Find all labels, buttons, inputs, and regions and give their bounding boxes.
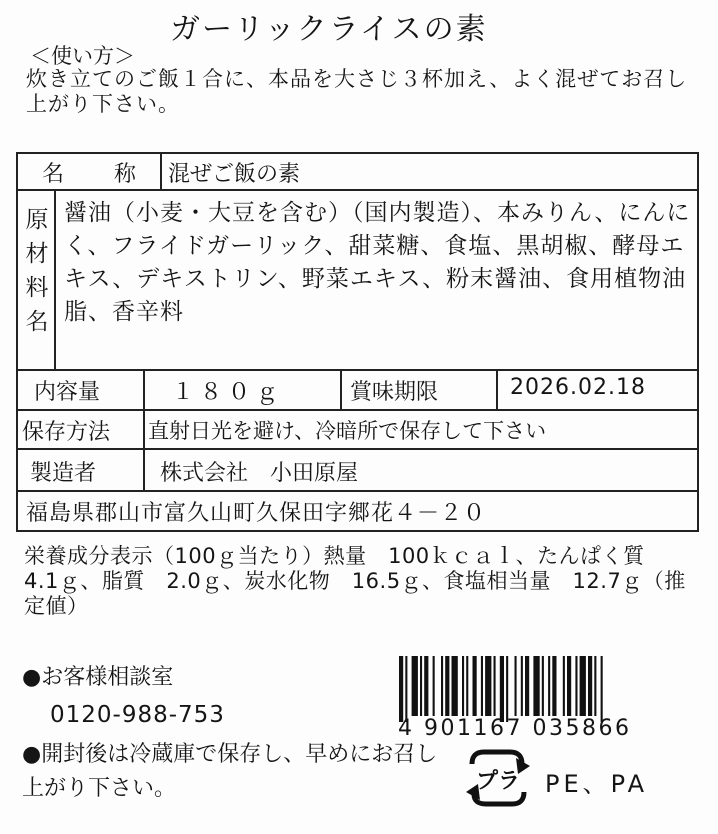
maker-address: 福島県郡山市富久山町久保田字郷花４－２０ <box>26 501 487 526</box>
storage-note: ●開封後は冷蔵庫で保存し、早めにお召し上がり下さい。 <box>22 742 438 801</box>
barcode-bar <box>515 656 517 716</box>
usage-text: 炊き立てのご飯１合に、本品を大さじ３杯加え、よく混ぜてお召し上がり下さい。 <box>26 67 688 116</box>
usage-heading: ＜使い方＞ <box>30 44 135 68</box>
contact-title: ●お客様相談室 <box>22 665 174 690</box>
barcode-bar <box>580 656 586 716</box>
barcode-bar <box>552 656 556 716</box>
barcode-bar <box>473 656 477 716</box>
name-label: 名 称 <box>42 162 151 187</box>
barcode-bar <box>433 656 435 716</box>
table-divider <box>16 490 699 492</box>
barcode-bar <box>533 656 539 716</box>
barcode-bar <box>424 656 428 716</box>
barcode-bar <box>441 656 443 716</box>
recycle-pla-icon <box>458 744 538 814</box>
barcode-bar <box>462 656 464 716</box>
barcode-bar <box>399 656 403 722</box>
ingredients-value: 醤油（小麦・大豆を含む）（国内製造）、本みりん、にんにく、フライドガーリック、甜菜糖、食塩、黒胡椒、酵母エキス、デキストリン、野菜エキス、粉末醤油、食用植物油脂、香辛料 <box>64 200 691 325</box>
barcode-image <box>395 656 685 722</box>
barcode-bar <box>452 656 458 716</box>
nutrition-text: 栄養成分表示（100ｇ当たり）熱量 100ｋｃａｌ、たんぱく質 4.1ｇ、脂質 2.0ｇ、炭水化物 16.5ｇ、食塩相当量 12.7ｇ（推定値） <box>24 544 686 618</box>
barcode-bar <box>563 656 565 716</box>
bestbefore-value: 2026.02.18 <box>510 375 646 400</box>
storage-value: 直射日光を避け、冷暗所で保存して下さい <box>148 419 547 443</box>
maker-value: 株式会社 小田原屋 <box>160 461 359 486</box>
product-title: ガーリックライスの素 <box>170 12 488 47</box>
barcode-bar <box>494 656 496 716</box>
barcode-bar <box>412 656 418 716</box>
maker-label: 製造者 <box>30 461 97 486</box>
bestbefore-label: 賞味期限 <box>350 380 439 405</box>
barcode-bar <box>405 656 407 722</box>
barcode-bar <box>521 656 523 716</box>
table-divider <box>16 369 699 371</box>
barcode-bar <box>575 656 577 716</box>
barcode-bar <box>588 656 592 716</box>
barcode-bar <box>506 656 508 722</box>
barcode-bar <box>567 656 571 716</box>
barcode-number: 4 901167 035866 <box>398 716 632 741</box>
recycle-mark-text: プラ <box>475 769 521 794</box>
barcode-bar <box>466 656 468 716</box>
table-divider <box>16 448 699 450</box>
barcode-bar <box>542 656 544 716</box>
barcode-bar <box>420 656 422 716</box>
table-divider <box>143 369 145 490</box>
contact-phone: 0120-988-753 <box>50 702 225 728</box>
packaging-materials: PE、PA <box>545 770 648 798</box>
barcode-bar <box>481 656 483 716</box>
ingredients-label: 原材料名 <box>25 207 49 335</box>
barcode-bar <box>548 656 550 716</box>
barcode-bar <box>485 656 491 716</box>
name-value: 混ぜご飯の素 <box>168 162 301 187</box>
table-divider <box>160 152 162 189</box>
table-divider <box>54 189 56 369</box>
storage-label: 保存方法 <box>22 420 111 445</box>
table-divider <box>496 369 498 409</box>
barcode-bar <box>601 656 603 722</box>
barcode-bar <box>445 656 449 716</box>
table-divider <box>340 369 342 409</box>
table-divider <box>16 189 699 191</box>
table-divider <box>16 409 699 411</box>
content-value: １８０ｇ <box>172 380 285 405</box>
barcode-bar <box>500 656 504 722</box>
barcode-bar <box>525 656 529 716</box>
content-label: 内容量 <box>34 380 101 405</box>
barcode-bar <box>594 656 596 716</box>
